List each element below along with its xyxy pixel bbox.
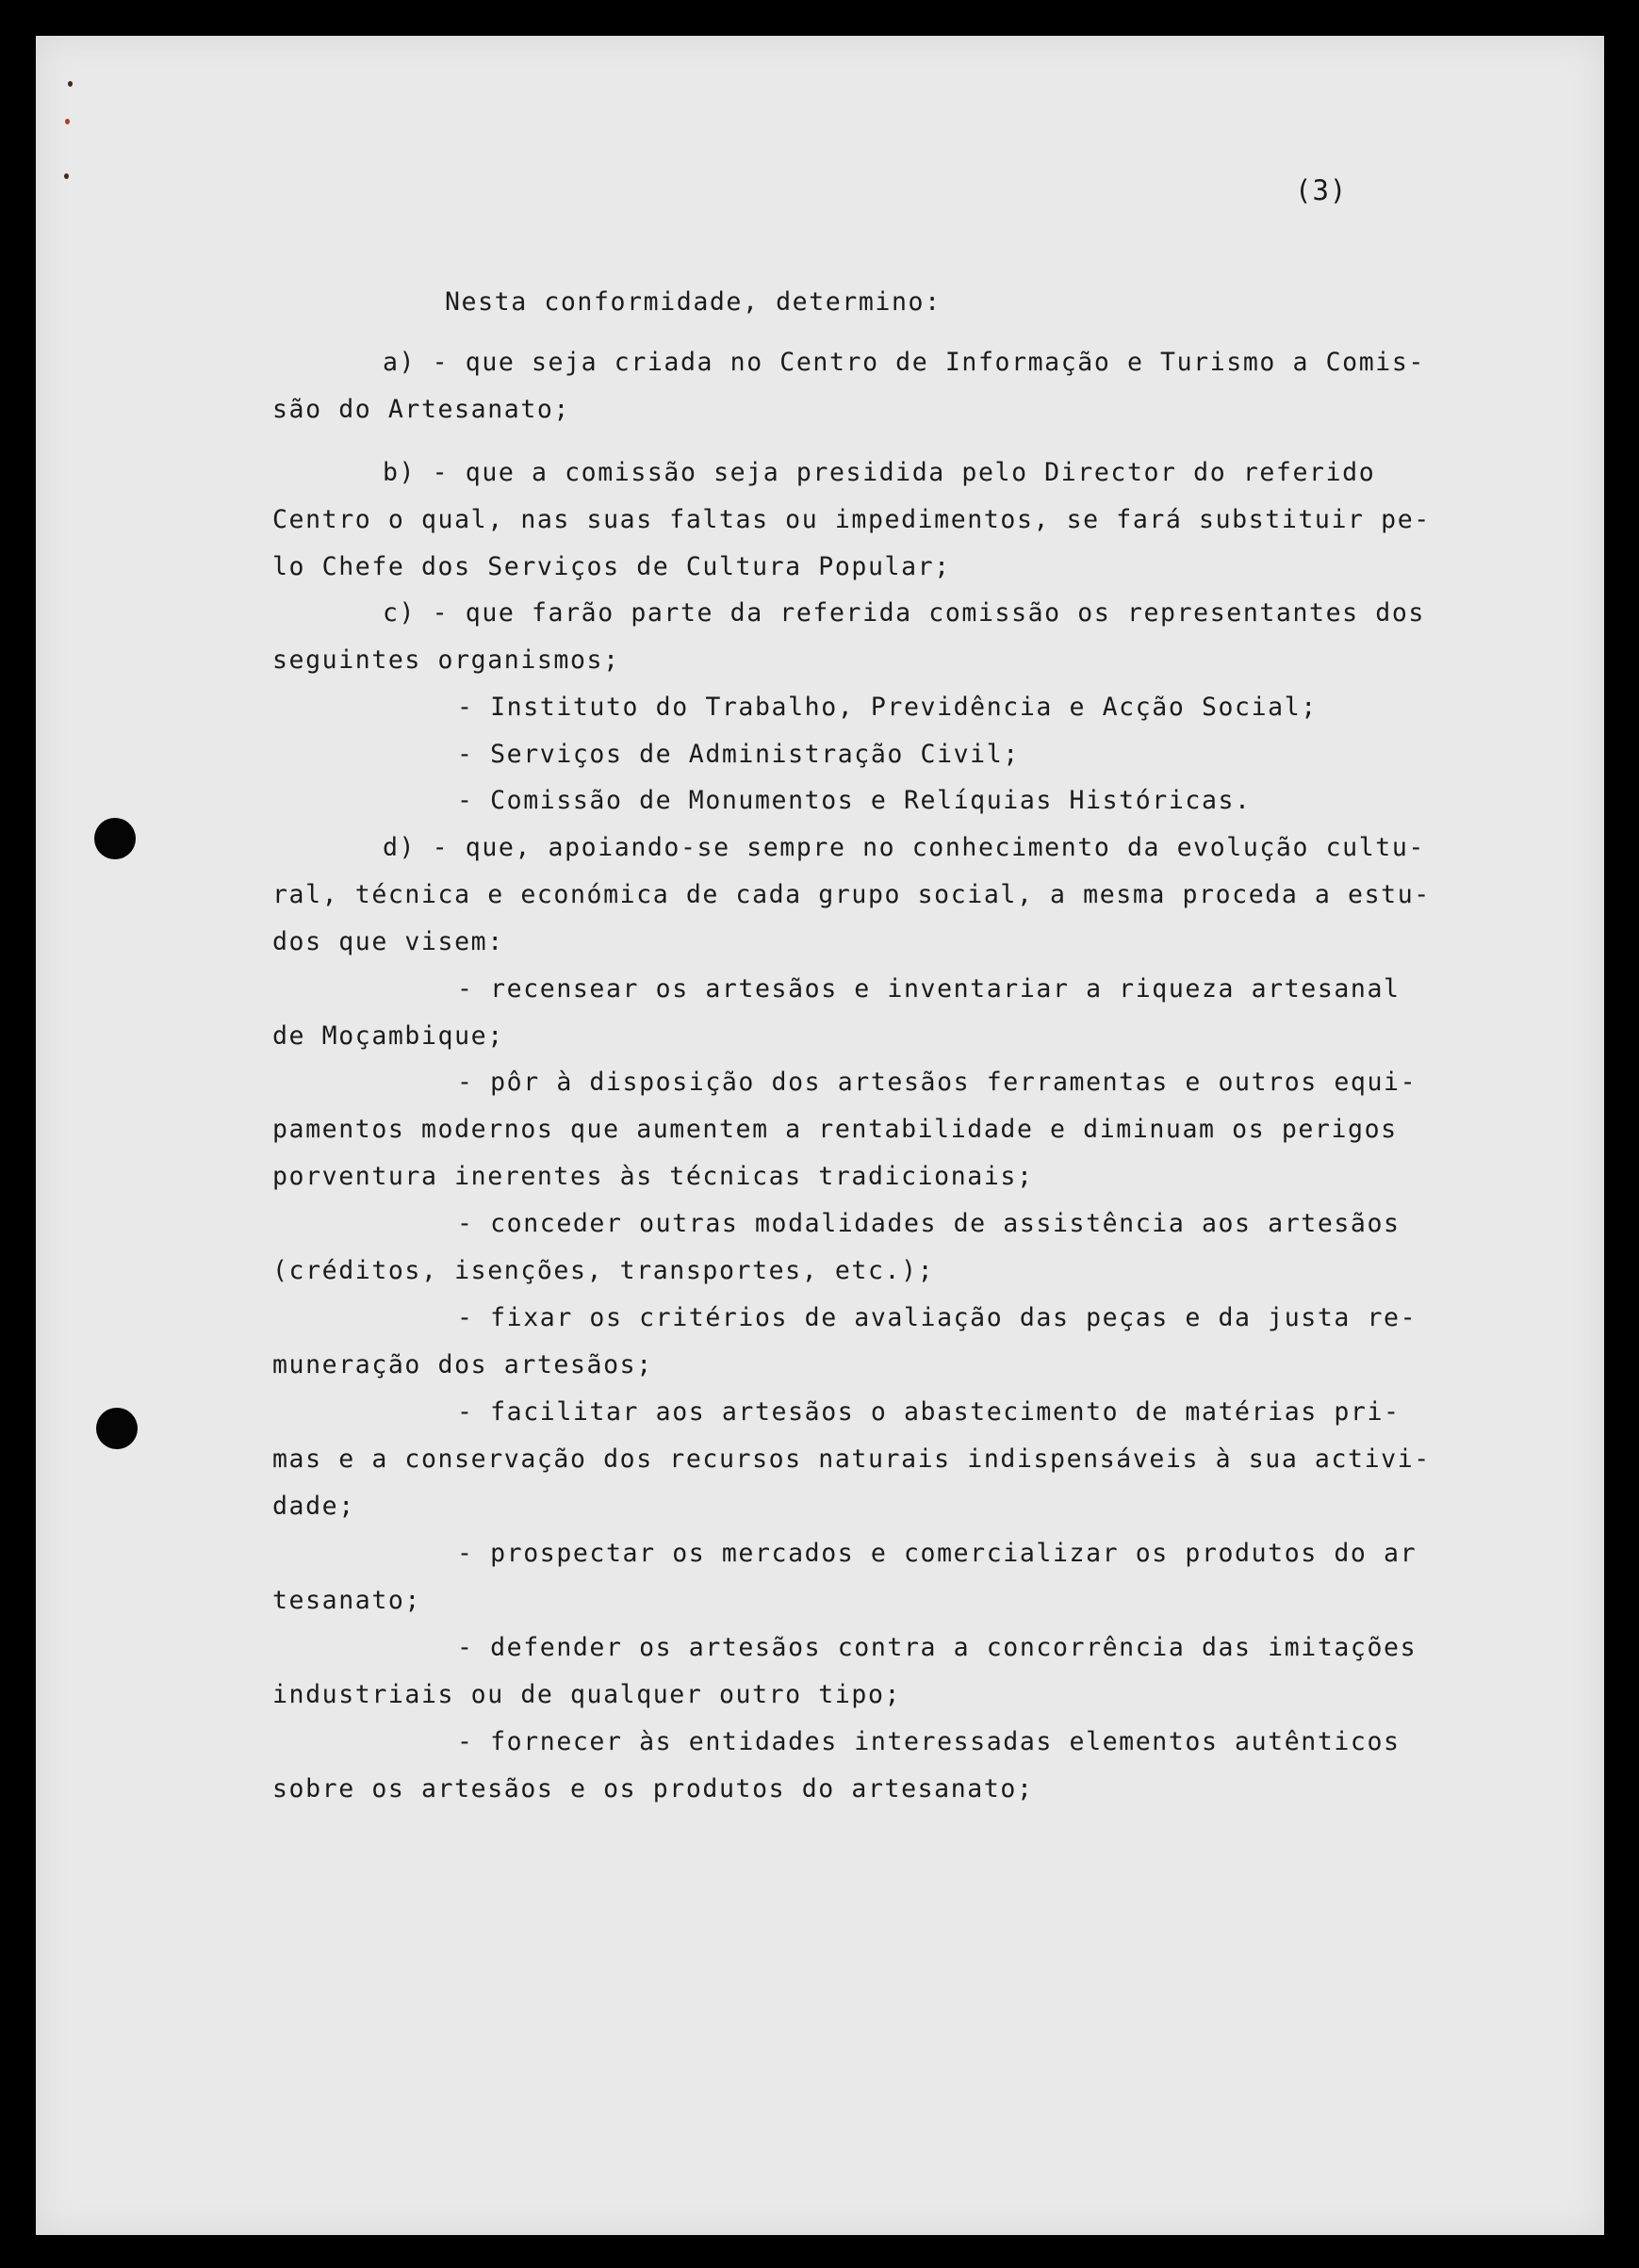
punch-hole bbox=[96, 1408, 138, 1449]
text-line: d) - que, apoiando-se sempre no conhecimento da evolução cultu- bbox=[383, 833, 1425, 862]
text-line: tesanato; bbox=[272, 1586, 421, 1615]
text-line: - prospectar os mercados e comercializar os produtos do ar bbox=[457, 1539, 1418, 1568]
text-line: são do Artesanato; bbox=[272, 395, 570, 424]
text-line: pamentos modernos que aumentem a rentabilidade e diminuam os perigos bbox=[272, 1115, 1398, 1144]
text-line: c) - que farão parte da referida comissão os representantes dos bbox=[383, 598, 1425, 628]
text-line: - fixar os critérios de avaliação das peças e da justa re- bbox=[457, 1303, 1418, 1332]
ink-speck bbox=[64, 173, 69, 179]
text-line: dos que visem: bbox=[272, 927, 504, 956]
text-line: (créditos, isenções, transportes, etc.); bbox=[272, 1256, 935, 1285]
text-line: seguintes organismos; bbox=[272, 645, 620, 675]
text-line: - Instituto do Trabalho, Previdência e Acção Social; bbox=[457, 693, 1318, 722]
text-line: - Serviços de Administração Civil; bbox=[457, 740, 1020, 769]
text-line: industriais ou de qualquer outro tipo; bbox=[272, 1680, 902, 1709]
page-number: (3) bbox=[1295, 174, 1348, 206]
text-line: dade; bbox=[272, 1492, 355, 1521]
text-line: Nesta conformidade, determino: bbox=[445, 287, 942, 317]
text-line: b) - que a comissão seja presidida pelo Director do referido bbox=[383, 458, 1376, 487]
ink-speck bbox=[65, 119, 70, 124]
text-line: - defender os artesãos contra a concorrência das imitações bbox=[457, 1633, 1418, 1662]
text-line: sobre os artesãos e os produtos do artesanato; bbox=[272, 1774, 1034, 1803]
text-line: - fornecer às entidades interessadas elementos autênticos bbox=[457, 1727, 1401, 1756]
text-line: Centro o qual, nas suas faltas ou impedimentos, se fará substituir pe- bbox=[272, 505, 1431, 534]
text-line: - facilitar aos artesãos o abastecimento de matérias pri- bbox=[457, 1397, 1401, 1427]
punch-hole bbox=[94, 818, 136, 859]
ink-speck bbox=[68, 81, 73, 87]
text-line: - Comissão de Monumentos e Relíquias Históricas. bbox=[457, 786, 1252, 815]
text-line: ral, técnica e económica de cada grupo social, a mesma proceda a estu- bbox=[272, 880, 1431, 909]
text-line: - recensear os artesãos e inventariar a riqueza artesanal bbox=[457, 974, 1401, 1003]
text-line: mas e a conservação dos recursos naturais indispensáveis à sua activi- bbox=[272, 1444, 1431, 1474]
text-line: - pôr à disposição dos artesãos ferramentas e outros equi- bbox=[457, 1068, 1418, 1097]
text-line: a) - que seja criada no Centro de Informação e Turismo a Comis- bbox=[383, 348, 1425, 377]
text-line: lo Chefe dos Serviços de Cultura Popular; bbox=[272, 552, 951, 581]
document-page bbox=[36, 36, 1604, 2235]
text-line: de Moçambique; bbox=[272, 1021, 504, 1051]
text-line: muneração dos artesãos; bbox=[272, 1350, 653, 1379]
text-line: - conceder outras modalidades de assistência aos artesãos bbox=[457, 1209, 1401, 1238]
text-line: porventura inerentes às técnicas tradicionais; bbox=[272, 1162, 1034, 1191]
